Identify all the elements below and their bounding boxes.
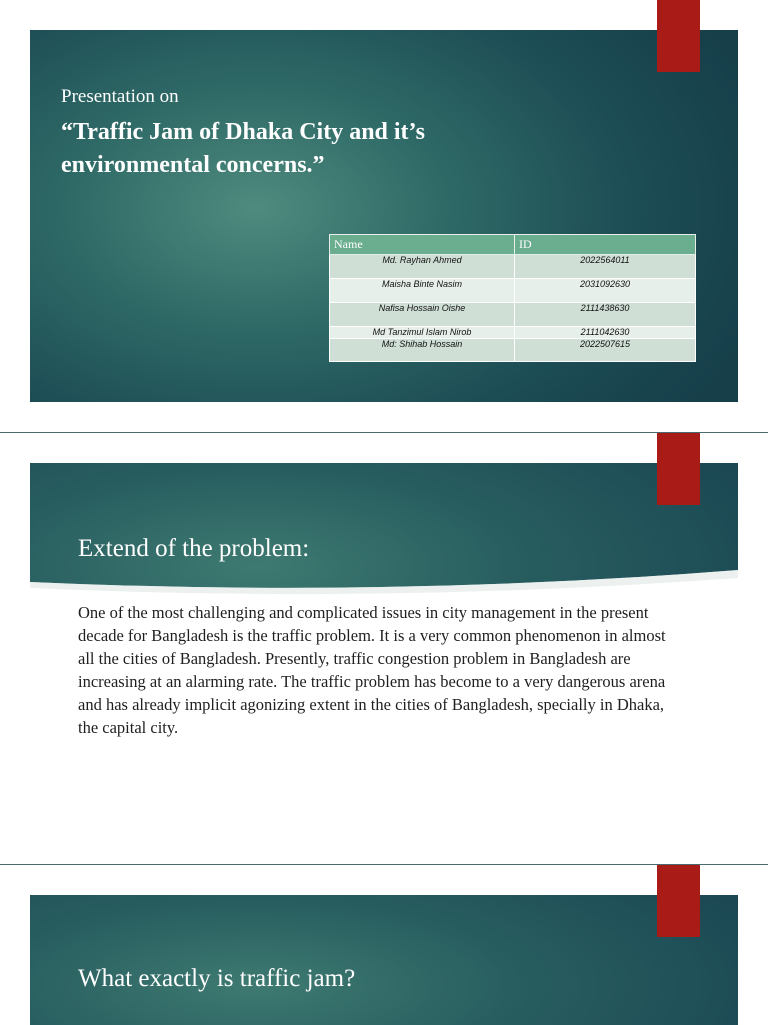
members-table xyxy=(329,234,696,362)
slide-title xyxy=(0,0,768,432)
slide-definition xyxy=(0,865,768,1024)
title-banner xyxy=(30,463,738,610)
red-accent-tab xyxy=(657,0,700,72)
member-name: Maisha Binte Nasim xyxy=(330,279,515,303)
presentation-label: Presentation on xyxy=(61,86,179,107)
title-banner xyxy=(30,895,738,1025)
member-id: 2031092630 xyxy=(515,279,696,303)
presentation-title: “Traffic Jam of Dhaka City and it’s environmental concerns.” xyxy=(61,119,425,178)
header-name: Name xyxy=(330,235,515,255)
member-name: Nafisa Hossain Oishe xyxy=(330,303,515,327)
table-row xyxy=(330,303,696,327)
slide-title: What exactly is traffic jam? xyxy=(78,965,356,992)
member-name: Md. Rayhan Ahmed xyxy=(330,255,515,279)
table-row xyxy=(330,255,696,279)
member-id: 2022564011 xyxy=(515,255,696,279)
table-row xyxy=(330,339,696,362)
member-name: Md Tanzimul Islam Nirob xyxy=(330,327,515,339)
table-row xyxy=(330,327,696,339)
slide-title: Extend of the problem: xyxy=(78,535,310,562)
member-id: 2111438630 xyxy=(515,303,696,327)
red-accent-tab xyxy=(657,433,700,505)
member-name: Md: Shihab Hossain xyxy=(330,339,515,362)
table-row xyxy=(330,279,696,303)
header-id: ID xyxy=(515,235,696,255)
member-id: 2022507615 xyxy=(515,339,696,362)
member-id: 2111042630 xyxy=(515,327,696,339)
red-accent-tab xyxy=(657,865,700,937)
slide-extent xyxy=(0,433,768,864)
body-paragraph: One of the most challenging and complicated issues in city management in the present decade for Bangladesh is the traffic problem. It is a very common phenomenon in almost all the cities of Bangladesh. Presently, traffic congestion problem in Bangladesh are increasing at an alarming rate. The traffic problem has become to a very dangerous arena and has already implicit agonizing extent in the cities of Bangladesh, specially in Dhaka, the capital city. xyxy=(78,603,666,737)
